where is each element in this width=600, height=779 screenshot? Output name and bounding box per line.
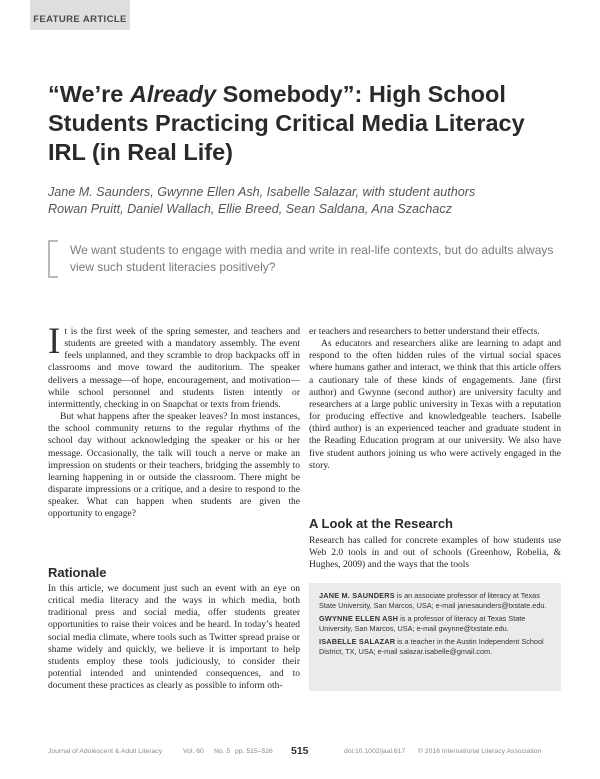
bio-name: ISABELLE SALAZAR	[319, 637, 396, 647]
author-bio-box	[309, 583, 561, 691]
footer-pages: pp. 515–526	[235, 748, 273, 755]
author-bio	[319, 637, 551, 657]
body-column-left	[48, 321, 300, 521]
rationale-paragraph: In this article, we document just such an event with an eye on critical media literacy and the ways in which media, both traditional press and social media, offer students greater opportunities to raise their voices and be heard. In today’s heated social media climate, where tools such as Twitter spread praise or shame widely and quickly, we believe it is important to help students employ these tools judiciously, to consider their potential intended and unintended consequences, and to document these practices as clearly as possible to inform oth-	[48, 583, 300, 692]
body-paragraph: But what happens after the speaker leaves? In most instances, the school community returns to the regular rhythms of the school day without acknowledging the speaker or his or her message. Occasionally, the talk will touch a nerve or make an impression on students or their teachers, bridging the assembly to learning happening in or outside the classroom. There might be disparate impressions or a critique, and a desire to respond to the speaker. What can happen when students are given the opportunity to engage?	[48, 411, 300, 520]
bio-name: GWYNNE ELLEN ASH	[319, 614, 399, 624]
article-title	[48, 80, 568, 167]
bio-text: is an associate professor of literacy at Texas State University, San Marcos, USA; e-mail janesaunders@txstate.edu.	[319, 591, 547, 611]
authors-line-2: Rowan Pruitt, Daniel Wallach, Ellie Breed, Sean Saldana, Ana Szachacz	[48, 202, 452, 216]
paragraph-text: t is the first week of the spring semester, and teachers and students are greeted with a mandatory assembly. The event feels unplanned, and they scramble to drop backpacks off in classrooms and move toward the auditorium. The speaker delivers a message—of hope, encouragement, and motivation—while school personnel and students listen intently or intermittently, checking in on Snapchat or texts from friends.	[48, 326, 300, 410]
author-list	[48, 184, 578, 218]
footer-doi: doi:10.1002/jaal.617	[344, 748, 406, 755]
section-heading-look-at-research: A Look at the Research	[309, 516, 454, 531]
title-emphasis: Already	[129, 81, 217, 107]
bio-text: is a teacher in the Austin Independent School District, TX, USA; e-mail salazar.isabelle@gmail.com.	[319, 637, 544, 657]
body-paragraph: er teachers and researchers to better understand their effects.	[309, 326, 540, 337]
author-bio	[319, 614, 551, 634]
pull-quote-bracket	[48, 240, 58, 278]
body-paragraph	[48, 321, 300, 411]
page-footer	[48, 745, 568, 759]
body-paragraph: As educators and researchers alike are learning to adapt and respond to the often hidden rules of the virtual social spaces where humans gather and interact, we think that this article offers a cautionary tale of these kinds of engagements. Jane (first author) and Gwynne (second author) are university faculty and researchers at a large public university in Texas with a reputation for producing effective and knowledgeable teachers. Isabelle (third author) is an experienced teacher and graduate student in the Reading Education program at our university. We also have five student authors joining us who were actively engaged in the story.	[309, 338, 561, 471]
bio-name: JANE M. SAUNDERS	[319, 591, 395, 600]
page-number: 515	[291, 745, 309, 757]
footer-copyright: © 2016 International Literacy Association	[418, 748, 542, 755]
authors-line-1: Jane M. Saunders, Gwynne Ellen Ash, Isabelle Salazar, with student authors	[48, 185, 476, 199]
bio-text: is a professor of literacy at Texas State University, San Marcos, USA; e-mail gwynne@txstate.edu.	[319, 614, 526, 634]
pull-quote	[48, 240, 568, 280]
title-part-2: Somebody”: High School Students Practicing Critical Media Literacy IRL (in Real Life)	[48, 81, 525, 165]
feature-article-tag: FEATURE ARTICLE	[30, 0, 130, 30]
footer-number: No. 5	[214, 748, 231, 755]
research-paragraph: Research has called for concrete examples of how students use Web 2.0 tools in and out of schools (Greenhow, Robelia, & Hughes, 2009) and the ways that the tools	[309, 535, 561, 571]
body-column-right	[309, 326, 561, 472]
footer-volume: Vol. 60	[183, 748, 204, 755]
drop-cap: I	[48, 321, 61, 362]
author-bio	[319, 591, 551, 611]
title-part-1: “We’re	[48, 81, 130, 107]
footer-journal: Journal of Adolescent & Adult Literacy	[48, 748, 163, 755]
pull-quote-text: We want students to engage with media and write in real-life contexts, but do adults always view such student literacies positively?	[70, 243, 554, 274]
section-heading-rationale: Rationale	[48, 565, 107, 580]
